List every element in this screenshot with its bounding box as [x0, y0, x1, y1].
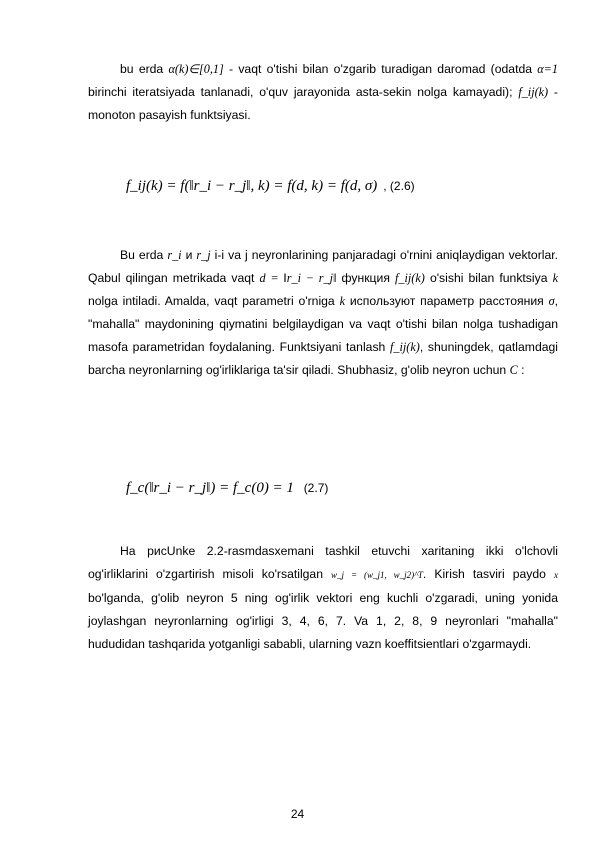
- formula-c: C: [509, 363, 518, 377]
- formula-fij-k: f_ij(k): [518, 85, 549, 99]
- equation-2-6-label: , (2.6): [383, 179, 415, 193]
- equation-2-6-formula: f_ij(k) = f(‖r_i − r_j‖, k) = f(d, k) = f(d, σ): [126, 178, 378, 194]
- equation-2-7-label: (2.7): [303, 481, 329, 495]
- formula-d-distance: d = ‖r_i − r_j‖: [259, 271, 337, 285]
- formula-k: k: [552, 271, 559, 285]
- formula-ri: r_i: [167, 248, 182, 262]
- equation-2-7-formula: f_c(‖r_i − r_j‖) = f_c(0) = 1: [126, 480, 294, 496]
- formula-alpha-1: α=1: [537, 62, 558, 76]
- formula-k: k: [339, 294, 345, 308]
- equation-2-6: [126, 178, 415, 195]
- formula-rj: r_j: [196, 248, 211, 262]
- formula-x: x: [553, 570, 558, 580]
- formula-alpha-k: α(k)∈[0,1]: [168, 62, 224, 76]
- paragraph-3: На рисUnke 2.2-rasmdasxemani tashkil etuvchi xaritaning ikki o'lchovli og'irliklarini o'zgartirish misoli ko'rsatilgan w_j = (w_j1, w_j2)^T. Kirish tasviri paydo x bo'lganda, g'olib neyron 5 ning og'irlik vektori eng kuchli o'zgaradi, uning yonida joylashgan neyronlarning og'irligi 3, 4, 6, 7. Va 1, 2, 8, 9 neyronlari "mahalla" hududidan tashqarida yotganligi sababli, ularning vazn koeffitsientlari o'zgarmaydi.: [88, 544, 558, 651]
- equation-2-7: [126, 480, 328, 497]
- paragraph-1: bu erda α(k)∈[0,1] - vaqt o'tishi bilan o'zgarib turadigan daromad (odatda α=1 birinchi iteratsiyada tanlanadi, o'quv jarayonida asta-sekin nolga kamayadi); f_ij(k) - monoton pasayish funktsiyasi.: [88, 62, 558, 122]
- formula-wj: w_j = (w_j1, w_j2)^T: [331, 570, 423, 580]
- formula-sigma: σ: [548, 294, 555, 308]
- page-number: 24: [290, 807, 305, 821]
- formula-fij-k: f_ij(k): [395, 271, 425, 285]
- formula-fij-k: f_ij(k): [390, 340, 420, 354]
- paragraph-2: Bu erda r_i и r_j i-i va j neyronlarining panjaradagi o'rnini aniqlaydigan vektorlar. Qabul qilingan metrikada vaqt d = ‖r_i − r_j‖ функция f_ij(k) o'sishi bilan funktsiya k nolga intiladi. Amalda, vaqt parametri o'rniga k используют параметр расстояния σ, "mahalla" maydonining qiymatini belgilaydigan va vaqt o'tishi bilan nolga tushadigan masofa parametridan foydalaning. Funktsiyani tanlash f_ij(k), shuningdek, qatlamdagi barcha neyronlarning og'irliklariga ta'sir qiladi. Shubhasiz, g'olib neyron uchun C :: [88, 248, 559, 377]
